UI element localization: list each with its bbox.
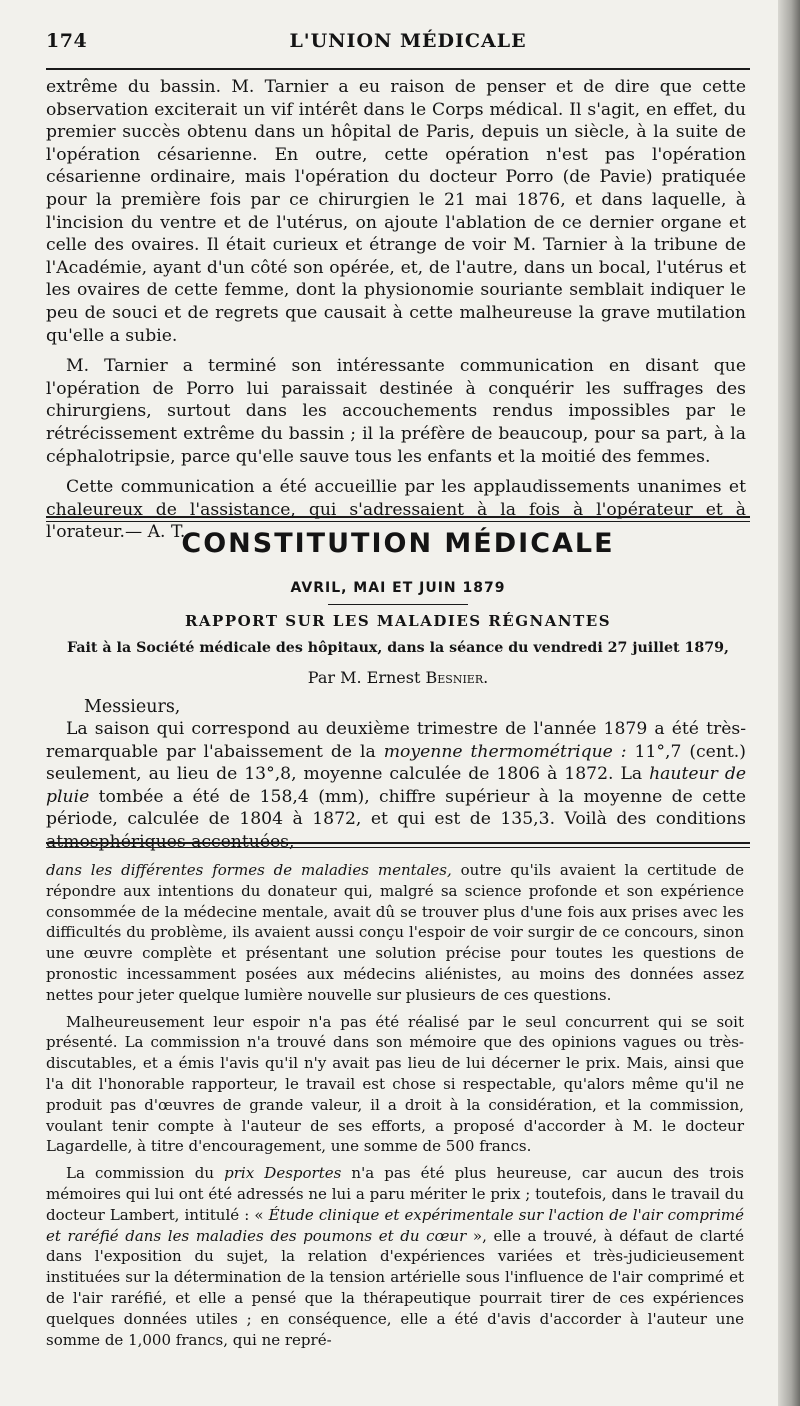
feuilleton-paragraph-3	[46, 1163, 744, 1350]
feuilleton-p1-emphasis: dans les différentes formes de maladies mentales,	[46, 861, 452, 879]
report-subtitle: Fait à la Société médicale des hôpitaux, dans la séance du vendredi 27 juillet 1879,	[67, 640, 729, 656]
running-title: L'UNION MÉDICALE	[289, 30, 527, 52]
page-edge-shadow	[778, 0, 800, 1406]
feuilleton-paragraph-1	[46, 860, 744, 1006]
section-paragraph-1	[46, 718, 746, 854]
page-header	[46, 26, 770, 56]
feuilleton-text	[46, 860, 744, 1350]
page-number: 174	[46, 30, 88, 52]
section-short-rule	[328, 604, 468, 605]
section-p1-part-a: La saison qui correspond au deuxième trimestre de l'année 1879 a été très-remarquable par l'abaissement de la	[46, 719, 746, 762]
author-name: Besnier.	[425, 668, 489, 687]
feuilleton-paragraph-2: Malheureusement leur espoir n'a pas été réalisé par le seul concurrent qui se soit présenté. La commission n'a trouvé dans son mémoire que des opinions vagues ou très-discutables, et a émis l'avis qu'il n'y avait pas lieu de lui décerner le prix. Mais, ainsi que l'a dit l'honorable rapporteur, le travail est chose si respectable, qu'alors même qu'il ne produit pas d'œuvres de grande valeur, il a droit à la considération, et la commission, voulant tenir compte à l'auteur de ses efforts, a proposé d'accorder à M. le docteur Lagardelle, à titre d'encouragement, une somme de 500 francs.	[46, 1012, 744, 1156]
document-page	[46, 0, 770, 1406]
report-author	[46, 668, 750, 687]
feuilleton-rule-thin	[46, 847, 750, 848]
feuilleton-p1-text: outre qu'ils avaient la certitude de répondre aux intentions du donateur qui, malgré sa science profonde et son expérience consommée de la médecine mentale, avait dû se trouver plus d'une fois aux prises avec les difficultés du problème, ils avaient aussi conçu l'espoir de voir surgir de ce concours, sinon une œuvre complète et présentant une solution précise pour toutes les questions de pronostic incessamment posées aux médecins aliénistes, au moins des données assez nettes pour jeter quelque lumière nouvelle sur plusieurs de ces questions.	[46, 861, 744, 1004]
top-paragraph-1: extrême du bassin. M. Tarnier a eu raison de penser et de dire que cette observation exciterait un vif intérêt dans le Corps médical. Il s'agit, en effet, du premier succès obtenu dans un hôpital de Paris, depuis un siècle, à la suite de l'opération césarienne. En outre, cette opération n'est pas l'opération césarienne ordinaire, mais l'opération du docteur Porro (de Pavie) pratiquée pour la première fois par ce chirurgien le 21 mai 1876, et dans laquelle, à l'incision du ventre et de l'utérus, on ajoute l'ablation de ce dernier organe et celle des ovaires. Il était curieux et étrange de voir M. Tarnier à la tribune de l'Académie, ayant d'un côté son opérée, et, de l'autre, dans un bocal, l'utérus et les ovaires de cette femme, dont la physionomie souriante semblait indiquer le peu de souci et de regrets que causait à cette malheureuse la grave mutilation qu'elle a subie.	[46, 77, 746, 346]
section-rule-top	[46, 516, 750, 518]
section-p1-emphasis-1: moyenne thermométrique :	[383, 741, 627, 762]
feuilleton-p3-part-a: La commission du	[66, 1164, 225, 1183]
section-rule-top-thin	[46, 521, 750, 522]
section-article-text	[46, 718, 746, 854]
feuilleton-p3-emphasis-2: Étude clinique et expérimentale sur l'action de l'air comprimé et raréfié dans les maladies des poumons et du cœur	[46, 1205, 745, 1245]
feuilleton-p3-part-b: n'a pas été plus heureuse, car aucun des trois mémoires qui lui ont été adressés ne lui a paru mériter le prix ; toutefois, dans le travail du docteur Lambert, intitulé : «	[46, 1164, 744, 1224]
section-p1-part-b: 11°,7 (cent.) seulement, au lieu de 13°,8, moyenne calculée de 1806 à 1872. La	[46, 741, 746, 785]
author-prefix: Par M. Ernest	[307, 668, 426, 687]
header-rule	[46, 68, 750, 70]
top-article-text	[46, 76, 746, 544]
section-p1-emphasis-2: hauteur de pluie	[46, 764, 746, 807]
feuilleton-rule	[46, 842, 750, 844]
top-paragraph-3: Cette communication a été accueillie par les applaudissements unanimes et chaleureux de l'assistance, qui s'adressaient à la fois à l'opérateur et à l'orateur.— A. T.	[46, 477, 746, 543]
section-p1-part-c: tombée a été de 158,4 (mm), chiffre supérieur à la moyenne de cette période, calculée de 1804 à 1872, et qui est de 135,3. Voilà des conditions atmosphériques accentuées,	[46, 786, 746, 852]
salutation: Messieurs,	[84, 697, 181, 717]
section-title: CONSTITUTION MÉDICALE	[181, 528, 615, 559]
section-date: AVRIL, MAI ET JUIN 1879	[290, 580, 506, 596]
top-paragraph-2: M. Tarnier a terminé son intéressante communication en disant que l'opération de Porro lui paraissait destinée à conquérir les suffrages des chirurgiens, surtout dans les accouchements rendus impossibles par le rétrécissement extrême du bassin ; il la préfère de beaucoup, pour sa part, à la céphalotripsie, parce qu'elle sauve tous les enfants et la moitié des femmes.	[46, 356, 746, 467]
feuilleton-p3-part-c: », elle a trouvé, à défaut de clarté dans l'exposition du sujet, la relation d'expériences variées et très-judicieusement instituées sur la détermination de la tension artérielle sous l'influence de l'air comprimé et de l'air raréfié, et elle a pensé que la thérapeutique pourrait tirer de ces expériences quelques données utiles ; en conséquence, elle a été d'avis d'accorder à l'auteur une somme de 1,000 francs, qui ne repré-	[46, 1226, 744, 1349]
report-title: RAPPORT SUR LES MALADIES RÉGNANTES	[184, 612, 612, 630]
feuilleton-p3-emphasis-1: prix Desportes	[224, 1164, 342, 1183]
